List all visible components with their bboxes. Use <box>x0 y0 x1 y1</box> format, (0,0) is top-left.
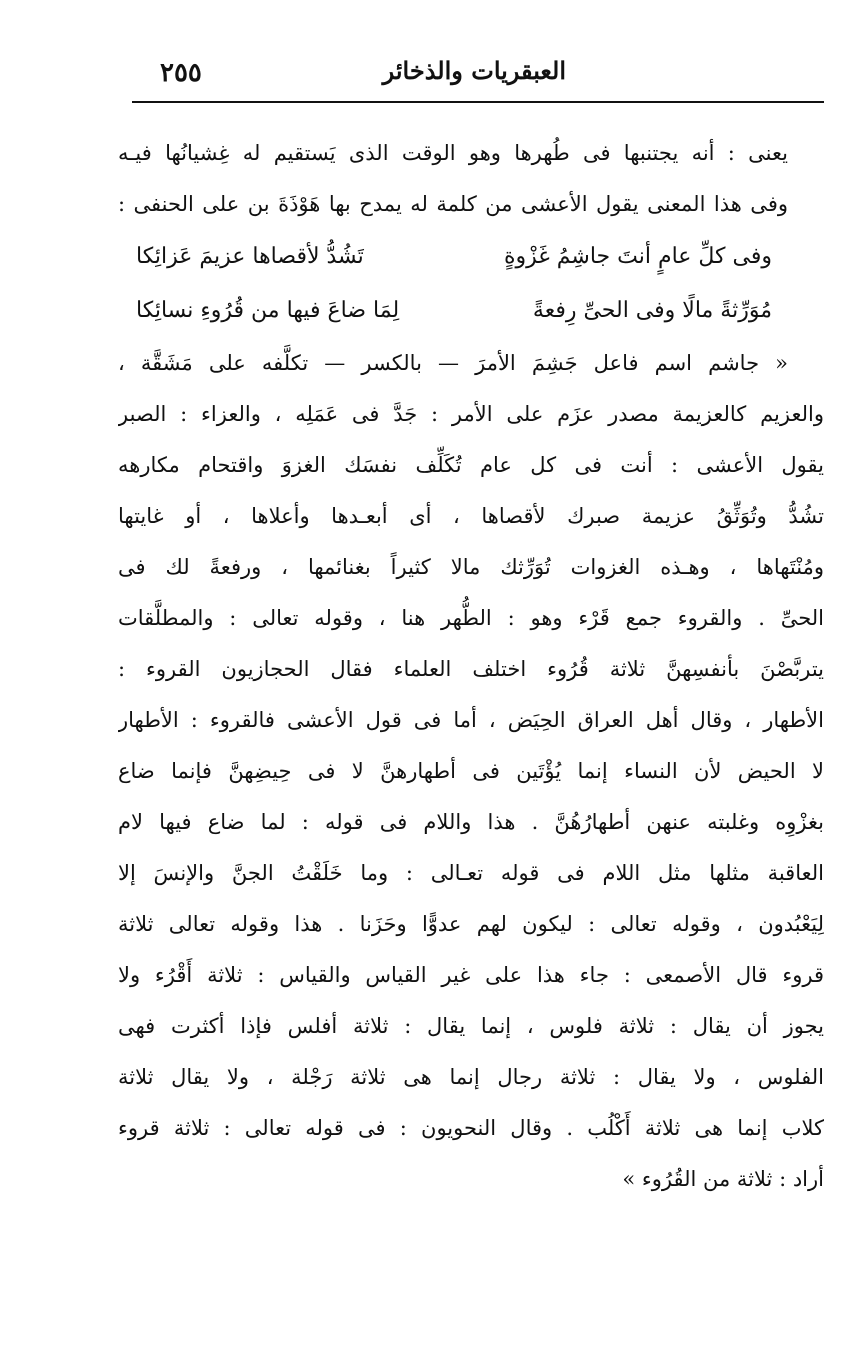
text-line: كلاب إنما هى ثلاثة أَكْلُب . وقال النحويون : فى قوله تعالى : ثلاثة قروء <box>118 1116 824 1140</box>
text-line: يقول الأعشى : أنت فى كل عام تُكَلِّف نفسَك الغزوَ واقتحام مكارهه <box>118 453 824 477</box>
text-line: والعزيم كالعزيمة مصدر عزَم على الأمر : جَدَّ فى عَمَلِه ، والعزاء : الصبر <box>118 402 824 426</box>
text-line: يعنى : أنه يجتنبها فى طُهرها وهو الوقت الذى يَستقيم له غِشيانُها فيـه <box>118 141 788 165</box>
text-line: تشُدُّ وتُوَثِّقُ عزيمة صبرك لأقصاها ، أى أبعـدها وأعلاها ، أو غايتها <box>118 504 824 528</box>
text-line: ومُنْتَهاها ، وهـذه الغزوات تُوَرِّثك مالا كثيراً بغنائمها ، ورفعةً لك فى <box>118 555 824 579</box>
verse-second-hemistich: لِمَا ضاعَ فيها من قُرُوءِ نسائِكا <box>136 298 400 323</box>
page-header <box>132 52 824 96</box>
verse-second-hemistich: تَشُدُّ لأقصاها عزيمَ عَزائِكا <box>136 244 364 269</box>
text-line: لا الحيض لأن النساء إنما يُؤْتَين فى أطهارهنَّ لا فى حِيضِهنَّ فإنما ضاع <box>118 759 824 783</box>
text-line: « جاشم اسم فاعل جَشِمَ الأمرَ — بالكسر — تكلَّفه على مَشَقَّة ، <box>118 351 788 375</box>
text-line: لِيَعْبُدون ، وقوله تعالى : ليكون لهم عدوًّا وحَزَنا . هذا وقوله تعالى ثلاثة <box>118 912 824 936</box>
text-line: وفى هذا المعنى يقول الأعشى من كلمة له يمدح بها هَوْذَةَ بن على الحنفى : <box>118 192 788 216</box>
verse-line <box>118 284 824 338</box>
text-line: يتربَّصْنَ بأنفسِهنَّ ثلاثة قُرُوء اختلف العلماء فقال الحجازيون القروء : <box>118 657 824 681</box>
text-line: الأطهار ، وقال أهل العراق الحِيَض ، أما فى قول الأعشى فالقروء : الأطهار <box>118 708 824 732</box>
header-rule <box>132 101 824 103</box>
text-line: يجوز أن يقال : ثلاثة فلوس ، إنما يقال : ثلاثة أفلس فإذا أكثرت فهى <box>118 1014 824 1038</box>
verse-first-hemistich: مُوَرِّثةً مالًا وفى الحىِّ رِفعةً <box>532 298 772 323</box>
running-title: العبقريات والذخائر <box>382 56 566 85</box>
verse-line <box>118 230 824 284</box>
text-line: أراد : ثلاثة من القُرُوء » <box>622 1167 824 1191</box>
text-line: الحىِّ . والقروء جمع قَرْء وهو : الطُّهر هنا ، وقوله تعالى : والمطلَّقات <box>118 606 824 630</box>
text-line: قروء قال الأصمعى : جاء هذا على غير القياس والقياس : ثلاثة أَقْرُء ولا <box>118 963 824 987</box>
body-text <box>118 128 824 1205</box>
page-number: ٢٥٥ <box>160 58 202 88</box>
text-line: الفلوس ، ولا يقال : ثلاثة رجال إنما هى ثلاثة رَجْلة ، ولا يقال ثلاثة <box>118 1065 824 1089</box>
verse-first-hemistich: وفى كلِّ عامٍ أنتَ جاشِمُ غَزْوةٍ <box>503 244 772 269</box>
text-line: بغزْوِه وغلبته عنهن أطهارُهُنَّ . هذا واللام فى قوله : لما ضاع فيها لام <box>118 810 824 834</box>
text-line: العاقبة مثلها مثل اللام فى قوله تعـالى : وما خَلَقْتُ الجنَّ والإنسَ إلا <box>118 861 824 885</box>
